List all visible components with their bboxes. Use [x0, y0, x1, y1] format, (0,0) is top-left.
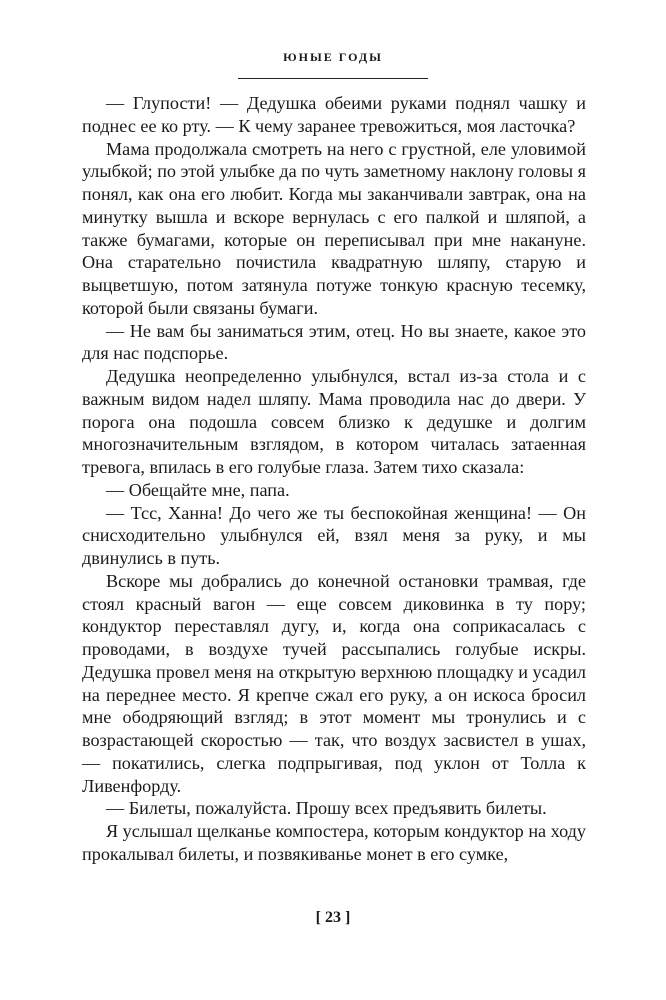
page-number: [ 23 ] — [315, 909, 351, 926]
paragraph: — Не вам бы заниматься этим, отец. Но вы знаете, какое это для нас подспорье. — [82, 320, 586, 364]
paragraph: Вскоре мы добрались до конечной остановки трамвая, где стоял красный вагон — еще совсем диковинка в ту пору; кондуктор переставлял дугу, и, когда она соприкасалась с проводами, в воздухе тучей рассыпались голубые искры. Дедушка провел меня на открытую верхнюю площадку и усадил на переднее место. Я крепче сжал его руку, а он искоса бросил мне ободряющий взгляд; в этот момент мы тронулись и с возрастающей скоростью — так, что воздух засвистел в ушах, — покатились, слегка подпрыгивая, под уклон от Толла к Ливенфорду. — [82, 570, 587, 796]
paragraph: Я услышал щелканье компостера, которым кондуктор на ходу прокалывал билеты, и позвякиванье монет в его сумке, — [82, 821, 586, 864]
paragraph: — Глупости! — Дедушка обеими руками поднял чашку и поднес ее ко рту. — К чему заранее тревожиться, моя ласточка? — [82, 93, 586, 136]
paragraph: Мама продолжала смотреть на него с грустной, еле уловимой улыбкой; по этой улыбке да по чуть заметному наклону головы я понял, как она его любит. Когда мы заканчивали завтрак, она на минутку вышла и вскоре вернулась с его палкой и шляпой, а также бумагами, которые он переписывал при мне накануне. Она старательно почистила квадратную шляпу, старую и выцветшую, потом затянула потуже тонкую красную тесемку, которой были связаны бумаги. — [82, 138, 586, 318]
paragraph: — Билеты, пожалуйста. Прошу всех предъявить билеты. — [106, 798, 547, 819]
paragraph: Дедушка неопределенно улыбнулся, встал из-за стола и с важным видом надел шляпу. Мама проводила нас до двери. У порога она подошла совсем близко к дедушке и долгим многозначительным взглядом, в котором читалась затаенная тревога, впилась в его голубые глаза. Затем тихо сказала: — [82, 366, 586, 477]
paragraph: — Тсс, Ханна! До чего же ты беспокойная женщина! — Он снисходительно улыбнулся ей, взял меня за руку, и мы двинулись в путь. — [82, 502, 586, 568]
body-text — [82, 92, 586, 866]
paragraph: — Обещайте мне, папа. — [106, 479, 290, 500]
running-head: ЮНЫЕ ГОДЫ — [283, 50, 383, 64]
running-head-rule — [238, 78, 428, 79]
